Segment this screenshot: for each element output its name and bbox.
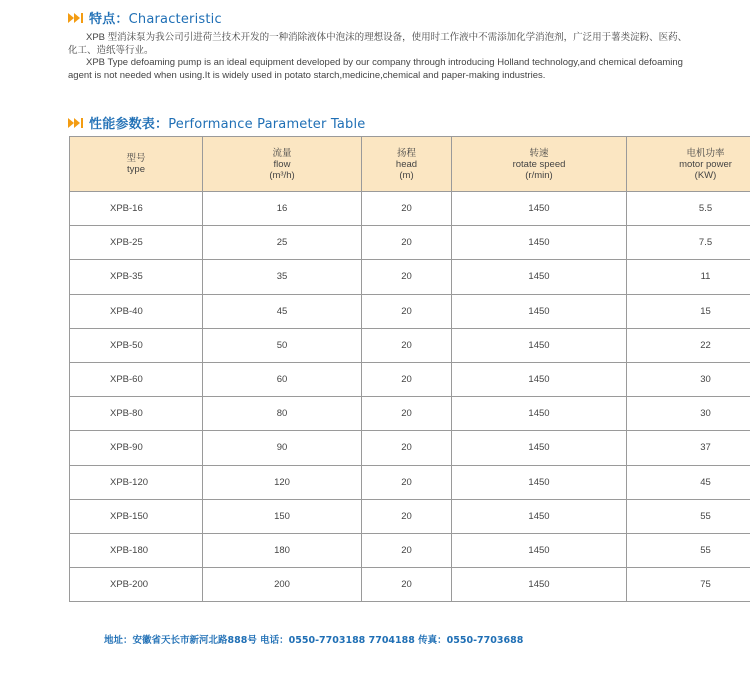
header-en: motor power <box>679 158 732 170</box>
table-cell: 60 <box>203 362 362 396</box>
table-cell: 20 <box>362 226 452 260</box>
table-cell: 200 <box>203 568 362 602</box>
header-cn: 电机功率 <box>686 147 725 159</box>
table-cell: 20 <box>362 192 452 226</box>
table-cell: 35 <box>203 260 362 294</box>
table-row <box>70 294 750 328</box>
table-row <box>70 431 750 465</box>
table-cell: 90 <box>203 431 362 465</box>
table-cell: 1450 <box>452 192 627 226</box>
table-cell: 20 <box>362 294 452 328</box>
performance-parameter-table <box>69 136 750 602</box>
table-cell: XPB-150 <box>70 499 203 533</box>
params-heading <box>68 113 366 132</box>
table-cell: 80 <box>203 397 362 431</box>
column-header <box>203 137 362 192</box>
table-cell: XPB-180 <box>70 533 203 567</box>
characteristic-title-en: Characteristic <box>128 12 222 27</box>
table-cell: 20 <box>362 465 452 499</box>
table-cell: 1450 <box>452 397 627 431</box>
column-header <box>627 137 750 192</box>
header-en: type <box>127 164 145 175</box>
double-arrow-icon <box>68 118 83 128</box>
table-cell: 16 <box>203 192 362 226</box>
header-unit: (KW) <box>694 169 717 181</box>
table-cell: 1450 <box>452 260 627 294</box>
table-cell: 20 <box>362 499 452 533</box>
table-cell: 180 <box>203 533 362 567</box>
table-cell: XPB-25 <box>70 226 203 260</box>
table-cell: 37 <box>627 431 750 465</box>
table-row <box>70 397 750 431</box>
table-cell: 15 <box>627 294 750 328</box>
double-arrow-icon <box>68 13 83 23</box>
table-row <box>70 568 750 602</box>
table-cell: 1450 <box>452 226 627 260</box>
table-cell: 1450 <box>452 431 627 465</box>
table-row <box>70 362 750 396</box>
table-cell: XPB-80 <box>70 397 203 431</box>
table-cell: 150 <box>203 499 362 533</box>
table-cell: 1450 <box>452 328 627 362</box>
column-header <box>362 137 452 192</box>
table-cell: 1450 <box>452 294 627 328</box>
header-cn: 型号 <box>126 153 146 164</box>
table-body <box>70 192 750 602</box>
header-cn: 流量 <box>272 147 292 159</box>
column-header <box>452 137 627 192</box>
description-en: XPB Type defoaming pump is an ideal equipment developed by our company through introducing Holland technology,and chemical defoaming agent is not needed when using.It is widely used in potato starch,medicine,chemical and paper-making industries. <box>68 57 683 81</box>
table-cell: 55 <box>627 499 750 533</box>
table-cell: 1450 <box>452 533 627 567</box>
table-cell: 45 <box>627 465 750 499</box>
table-cell: 1450 <box>452 568 627 602</box>
table-row <box>70 192 750 226</box>
header-en: head <box>395 158 418 170</box>
table-cell: 20 <box>362 431 452 465</box>
table-cell: XPB-35 <box>70 260 203 294</box>
table-cell: 11 <box>627 260 750 294</box>
table-row <box>70 499 750 533</box>
table-cell: XPB-60 <box>70 362 203 396</box>
table-cell: 45 <box>203 294 362 328</box>
table-cell: 22 <box>627 328 750 362</box>
table-row <box>70 328 750 362</box>
table-cell: 30 <box>627 362 750 396</box>
table-cell: 1450 <box>452 499 627 533</box>
characteristic-title-cn: 特点： <box>89 12 129 27</box>
header-unit: (r/min) <box>525 169 553 181</box>
column-header <box>70 137 203 192</box>
table-cell: XPB-50 <box>70 328 203 362</box>
table-header-row <box>70 137 750 192</box>
table-row <box>70 260 750 294</box>
table-cell: 20 <box>362 568 452 602</box>
characteristic-heading <box>68 8 222 27</box>
table-row <box>70 533 750 567</box>
table-cell: 20 <box>362 362 452 396</box>
header-en: rotate speed <box>512 158 566 170</box>
table-cell: 7.5 <box>627 226 750 260</box>
table-row <box>70 465 750 499</box>
table-cell: 25 <box>203 226 362 260</box>
header-cn: 扬程 <box>396 147 416 159</box>
table-cell: 1450 <box>452 362 627 396</box>
table-cell: XPB-200 <box>70 568 203 602</box>
table-cell: 20 <box>362 397 452 431</box>
table-cell: 1450 <box>452 465 627 499</box>
table-cell: XPB-120 <box>70 465 203 499</box>
table-cell: 75 <box>627 568 750 602</box>
table-cell: 120 <box>203 465 362 499</box>
table-row <box>70 226 750 260</box>
table-cell: XPB-40 <box>70 294 203 328</box>
table-cell: 50 <box>203 328 362 362</box>
table-cell: 30 <box>627 397 750 431</box>
header-unit: (m) <box>399 169 414 181</box>
characteristic-description <box>68 32 688 82</box>
contact-footer: 地址：安徽省天长市新河北路888号 电话：0550-7703188 7704188 传真：0550-7703688 <box>104 635 524 646</box>
table-cell: 55 <box>627 533 750 567</box>
header-unit: (m³/h) <box>269 169 295 181</box>
description-cn: XPB 型消沫泵为我公司引进荷兰技术开发的一种消除液体中泡沫的理想设备，使用时工作液中不需添加化学消泡剂，广泛用于薯类淀粉、医药、化工、造纸等行业。 <box>68 32 688 56</box>
table-cell: XPB-16 <box>70 192 203 226</box>
table-cell: 20 <box>362 260 452 294</box>
header-en: flow <box>273 158 291 170</box>
table-cell: XPB-90 <box>70 431 203 465</box>
table-cell: 20 <box>362 328 452 362</box>
header-cn: 转速 <box>529 147 549 159</box>
table-cell: 20 <box>362 533 452 567</box>
table-cell: 5.5 <box>627 192 750 226</box>
params-title-en: Performance Parameter Table <box>168 117 366 132</box>
params-title-cn: 性能参数表： <box>89 117 169 132</box>
